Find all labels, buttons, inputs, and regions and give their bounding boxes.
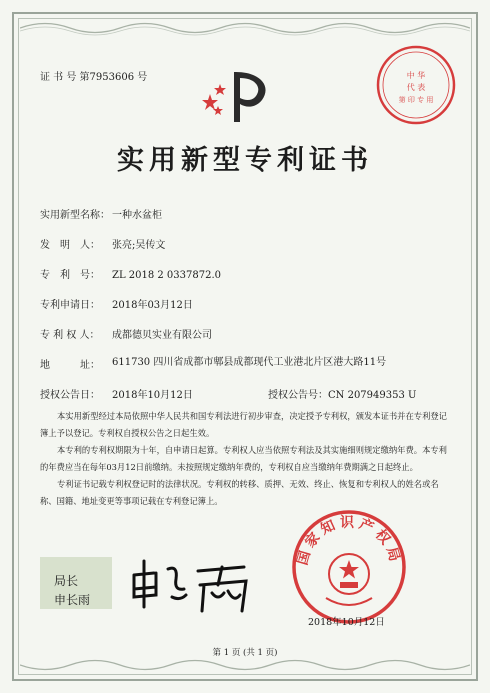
certificate-title: 实用新型专利证书 <box>117 145 373 176</box>
svg-text:第 印 专 用: 第 印 专 用 <box>398 96 434 104</box>
registration-seal-icon <box>373 42 459 128</box>
inventor-row: 发 明 人： 张亮;吴传文 <box>40 240 166 251</box>
utility-model-name-row: 实用新型名称： 一种水盆柜 <box>40 210 162 221</box>
director-title: 局长 <box>54 574 79 588</box>
announcement-number-row: 授权公告号：CN 207949353 U <box>268 390 417 401</box>
application-date-row: 专利申请日： 2018年03月12日 <box>40 300 193 311</box>
grant-date-row: 授权公告日： 2018年10月12日 <box>40 390 193 401</box>
svg-text:中 华: 中 华 <box>406 71 426 80</box>
svg-text:国家知识产权局: 国家知识产权局 <box>294 514 404 567</box>
patent-office-logo-icon <box>200 64 276 126</box>
body-paragraph: 本实用新型经过本局依照中华人民共和国专利法进行初步审查，决定授予专利权，颁发本证书并在专利登记簿上予以登记。专利权自授权公告之日起生效。 <box>40 411 447 438</box>
bottom-ornament <box>20 656 470 674</box>
svg-text:代 表: 代 表 <box>406 83 426 92</box>
patentee-row: 专 利 权 人： 成都德贝实业有限公司 <box>40 330 212 341</box>
national-ipa-seal-icon <box>290 508 408 626</box>
top-ornament <box>20 19 470 37</box>
handwritten-signature-icon <box>126 545 256 625</box>
director-name: 申长雨 <box>54 593 91 607</box>
body-paragraph: 专利证书记载专利权登记时的法律状况。专利权的转移、质押、无效、终止、恢复和专利权人的姓名或名称、国籍、地址变更等事项记载在专利登记簿上。 <box>40 479 439 506</box>
body-paragraph: 本专利的专利权期限为十年，自申请日起算。专利权人应当依照专利法及其实施细则规定缴纳年费。本专利的年费应当在每年03月12日前缴纳。未按照规定缴纳年费的，专利权自应当缴纳年费期满之日起终止。 <box>40 445 447 472</box>
certificate-number: 证 书 号 第7953606 号 <box>40 72 148 83</box>
page-number: 第 1 页 (共 1 页) <box>212 648 278 658</box>
issue-date: 2018年10月12日 <box>308 617 385 628</box>
address-row: 地 址： 611730 四川省成都市郫县成都现代工业港北片区港大路11号 <box>40 357 387 371</box>
certificate-body-text <box>40 408 452 510</box>
patent-number-row: 专 利 号： ZL 2018 2 0337872.0 <box>40 270 222 281</box>
